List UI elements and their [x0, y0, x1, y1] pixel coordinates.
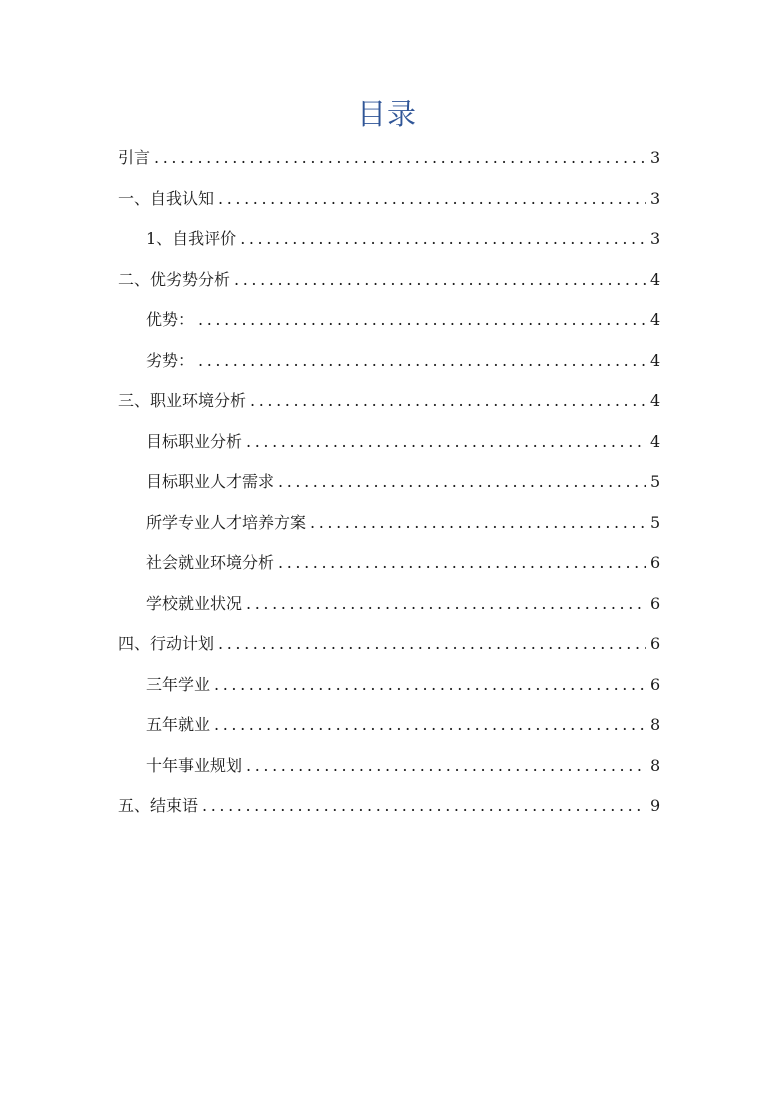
toc-dot-leader [198, 341, 646, 382]
toc-page-number: 4 [650, 350, 661, 370]
toc-page-number: 5 [650, 512, 661, 532]
toc-dot-leader [218, 624, 646, 665]
toc-entry[interactable] [118, 300, 660, 341]
toc-entry[interactable] [118, 138, 660, 179]
toc-entry-label: 五、结束语 [118, 796, 199, 815]
toc-dot-leader [198, 300, 646, 341]
toc-entry-label: 四、行动计划 [118, 634, 215, 653]
toc-dot-leader [218, 179, 646, 220]
toc-page-number: 8 [650, 715, 661, 734]
toc-entry-label: 目标职业分析 [146, 431, 243, 451]
toc-page-number: 8 [650, 755, 661, 775]
table-of-contents [118, 138, 660, 827]
toc-title: 目录 [356, 97, 417, 131]
toc-entry[interactable] [118, 624, 660, 665]
toc-entry-label: 引言 [118, 148, 151, 167]
toc-page-number: 4 [650, 431, 661, 451]
toc-dot-leader [246, 584, 646, 625]
toc-dot-leader [278, 462, 646, 503]
toc-page-number: 6 [650, 553, 661, 572]
toc-entry-label: 优势： [146, 310, 195, 329]
toc-page-number: 6 [650, 674, 661, 694]
toc-page-number: 6 [650, 593, 661, 613]
toc-entry[interactable] [118, 260, 660, 301]
toc-page-number: 5 [650, 472, 661, 491]
toc-dot-leader [278, 543, 646, 584]
toc-dot-leader [234, 260, 646, 301]
toc-dot-leader [310, 503, 646, 544]
toc-entry-label: 十年事业规划 [146, 755, 243, 775]
toc-page-number: 3 [650, 148, 661, 167]
toc-entry-label: 学校就业状况 [146, 593, 243, 613]
toc-dot-leader [214, 665, 646, 706]
toc-page-number: 4 [650, 269, 661, 289]
toc-page-number: 9 [650, 796, 661, 815]
toc-entry[interactable] [118, 705, 660, 746]
toc-entry[interactable] [118, 381, 660, 422]
toc-page-number: 4 [650, 391, 661, 410]
toc-entry-label: 所学专业人才培养方案 [146, 512, 307, 532]
toc-entry-label: 一、自我认知 [118, 188, 215, 208]
toc-page-number: 6 [650, 634, 661, 653]
toc-dot-leader [246, 746, 646, 787]
toc-dot-leader [214, 705, 646, 746]
toc-dot-leader [246, 422, 646, 463]
toc-page-number: 4 [650, 310, 661, 329]
toc-entry-label: 目标职业人才需求 [146, 472, 275, 491]
toc-dot-leader [202, 786, 646, 827]
toc-entry[interactable] [118, 462, 660, 503]
toc-page-number: 3 [650, 188, 661, 208]
toc-entry[interactable] [118, 665, 660, 706]
toc-entry[interactable] [118, 219, 660, 260]
toc-dot-leader [250, 381, 646, 422]
toc-entry[interactable] [118, 422, 660, 463]
toc-entry[interactable] [118, 746, 660, 787]
toc-entry-label: 社会就业环境分析 [146, 553, 275, 572]
toc-entry[interactable] [118, 543, 660, 584]
toc-dot-leader [240, 219, 646, 260]
toc-entry[interactable] [118, 179, 660, 220]
toc-entry-label: 三、职业环境分析 [118, 391, 247, 410]
toc-entry[interactable] [118, 503, 660, 544]
toc-entry[interactable] [118, 584, 660, 625]
toc-entry-label: 1、自我评价 [146, 229, 237, 248]
toc-dot-leader [154, 138, 646, 179]
toc-page-number: 3 [650, 229, 661, 248]
toc-entry-label: 劣势： [146, 350, 195, 370]
toc-entry[interactable] [118, 341, 660, 382]
toc-entry[interactable] [118, 786, 660, 827]
toc-entry-label: 五年就业 [146, 715, 211, 734]
toc-entry-label: 二、优劣势分析 [118, 269, 231, 289]
toc-entry-label: 三年学业 [146, 674, 211, 694]
